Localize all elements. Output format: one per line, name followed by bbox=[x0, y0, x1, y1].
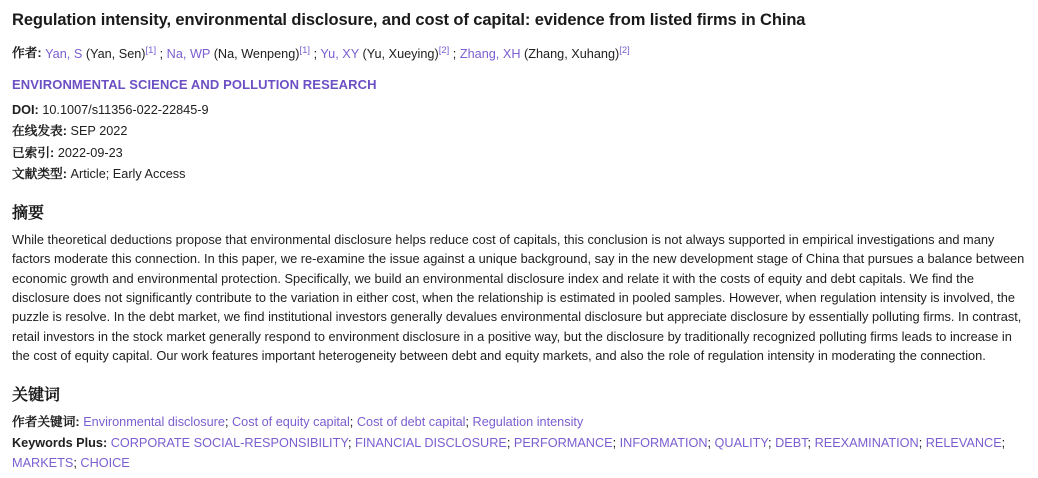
meta-label: 已索引: bbox=[12, 145, 55, 160]
keyword-separator: ; bbox=[347, 436, 352, 451]
abstract-heading: 摘要 bbox=[12, 204, 45, 222]
meta-row bbox=[12, 122, 1026, 140]
meta-value: Article; Early Access bbox=[66, 167, 186, 182]
meta-label: 在线发表: bbox=[12, 124, 67, 139]
author-separator: ; bbox=[449, 46, 457, 61]
keywords-plus-link[interactable]: PERFORMANCE bbox=[510, 436, 613, 451]
author-keyword-link[interactable]: Environmental disclosure bbox=[83, 414, 225, 429]
keyword-separator: ; bbox=[224, 414, 229, 429]
author-full-name: (Zhang, Xuhang) bbox=[520, 46, 620, 61]
meta-row bbox=[12, 101, 1026, 119]
author-affiliation-ref[interactable]: [1] bbox=[145, 44, 157, 56]
page-title: Regulation intensity, environmental disclosure, and cost of capital: evidence from listed firms in China bbox=[12, 11, 806, 29]
author-full-name: (Na, Wenpeng) bbox=[210, 46, 300, 61]
keywords-plus-link[interactable]: MARKETS bbox=[12, 456, 74, 471]
keywords-plus-list bbox=[12, 436, 1005, 470]
keyword-separator: ; bbox=[807, 436, 812, 451]
keywords-plus-link[interactable]: REEXAMINATION bbox=[811, 436, 919, 451]
author-link[interactable]: Yan, S bbox=[45, 46, 83, 61]
meta-label: DOI: bbox=[12, 103, 39, 118]
keyword-separator: ; bbox=[465, 414, 469, 429]
keyword-separator: ; bbox=[612, 436, 617, 451]
keywords-plus-link[interactable]: INFORMATION bbox=[616, 436, 708, 451]
author-keyword-link[interactable]: Cost of equity capital bbox=[228, 414, 350, 429]
author-keywords-list bbox=[83, 415, 583, 429]
meta-value: 2022-09-23 bbox=[54, 145, 123, 160]
keyword-separator: ; bbox=[707, 436, 712, 451]
meta-row bbox=[12, 165, 1026, 183]
authors-row bbox=[12, 43, 1026, 63]
keyword-separator: ; bbox=[1001, 436, 1006, 451]
meta-label: 文献类型: bbox=[12, 167, 67, 182]
keywords-plus-link[interactable]: DEBT bbox=[771, 436, 808, 451]
keyword-separator: ; bbox=[506, 436, 511, 451]
keywords-plus-link[interactable]: CHOICE bbox=[76, 456, 130, 471]
meta-row bbox=[12, 144, 1026, 162]
author-keyword-link[interactable]: Cost of debt capital bbox=[353, 414, 466, 429]
keyword-separator: ; bbox=[768, 436, 772, 451]
meta-value: 10.1007/s11356-022-22845-9 bbox=[38, 103, 209, 118]
author-affiliation-ref[interactable]: [2] bbox=[438, 44, 450, 56]
meta-list bbox=[12, 101, 1026, 184]
keywords-plus-link[interactable]: QUALITY bbox=[711, 436, 769, 451]
author-keywords-label: 作者关键词: bbox=[12, 414, 80, 429]
author-full-name: (Yan, Sen) bbox=[82, 46, 146, 61]
authors-list bbox=[45, 44, 630, 61]
authors-label: 作者: bbox=[12, 46, 42, 61]
author-keyword-link[interactable]: Regulation intensity bbox=[469, 414, 584, 429]
keyword-separator: ; bbox=[73, 456, 77, 471]
keywords-plus-link[interactable]: CORPORATE SOCIAL-RESPONSIBILITY bbox=[110, 436, 348, 451]
keyword-separator: ; bbox=[349, 414, 354, 429]
keywords-plus-link[interactable]: FINANCIAL DISCLOSURE bbox=[351, 436, 507, 451]
author-separator: ; bbox=[310, 46, 318, 61]
author-link[interactable]: Na, WP bbox=[163, 46, 211, 61]
author-affiliation-ref[interactable]: [2] bbox=[619, 44, 630, 56]
keywords-heading: 关键词 bbox=[12, 386, 61, 404]
author-link[interactable]: Zhang, XH bbox=[456, 46, 521, 61]
author-affiliation-ref[interactable]: [1] bbox=[299, 44, 311, 56]
journal-name[interactable]: ENVIRONMENTAL SCIENCE AND POLLUTION RESEARCH bbox=[12, 77, 377, 93]
keywords-plus-link[interactable]: RELEVANCE bbox=[922, 436, 1002, 451]
meta-value: SEP 2022 bbox=[66, 124, 128, 139]
author-full-name: (Yu, Xueying) bbox=[358, 46, 439, 61]
author-link[interactable]: Yu, XY bbox=[317, 46, 359, 61]
abstract-text: While theoretical deductions propose that environmental disclosure helps reduce cost of capitals, this conclusion is not always supported in empirical investigations and many factors moderate this connection. In this paper, we re-examine the issue against a unique background, say in the new development stage of China that pursues a balance between economic growth and environmental protection. Specifically, we build an environmental disclosure index and relate it with the costs of equity and debt capitals. We find the disclosure does not significantly contribute to the variation in either cost, when the relationship is estimated in pooled samples. However, when regulation intensity is involved, the puzzle is resolve. In the debt market, we find institutional investors generally devalues environmental disclosure but appreciate disclosure by essentially polluting firms. In contrast, retail investors in the stock market generally respond to environment disclosure in a positive way, but the disclosure by traditionally recognized polluting firms leads to increase in the cost of equity capital. Our work features important heterogeneity between debt and equity markets, and also the role of regulation intensity in moderating the connection. bbox=[12, 231, 1025, 364]
author-keywords-row bbox=[12, 412, 1026, 432]
keywords-plus-row bbox=[12, 433, 1026, 474]
keyword-separator: ; bbox=[918, 436, 923, 451]
keywords-plus-label: Keywords Plus: bbox=[12, 436, 108, 451]
author-separator: ; bbox=[156, 46, 164, 61]
